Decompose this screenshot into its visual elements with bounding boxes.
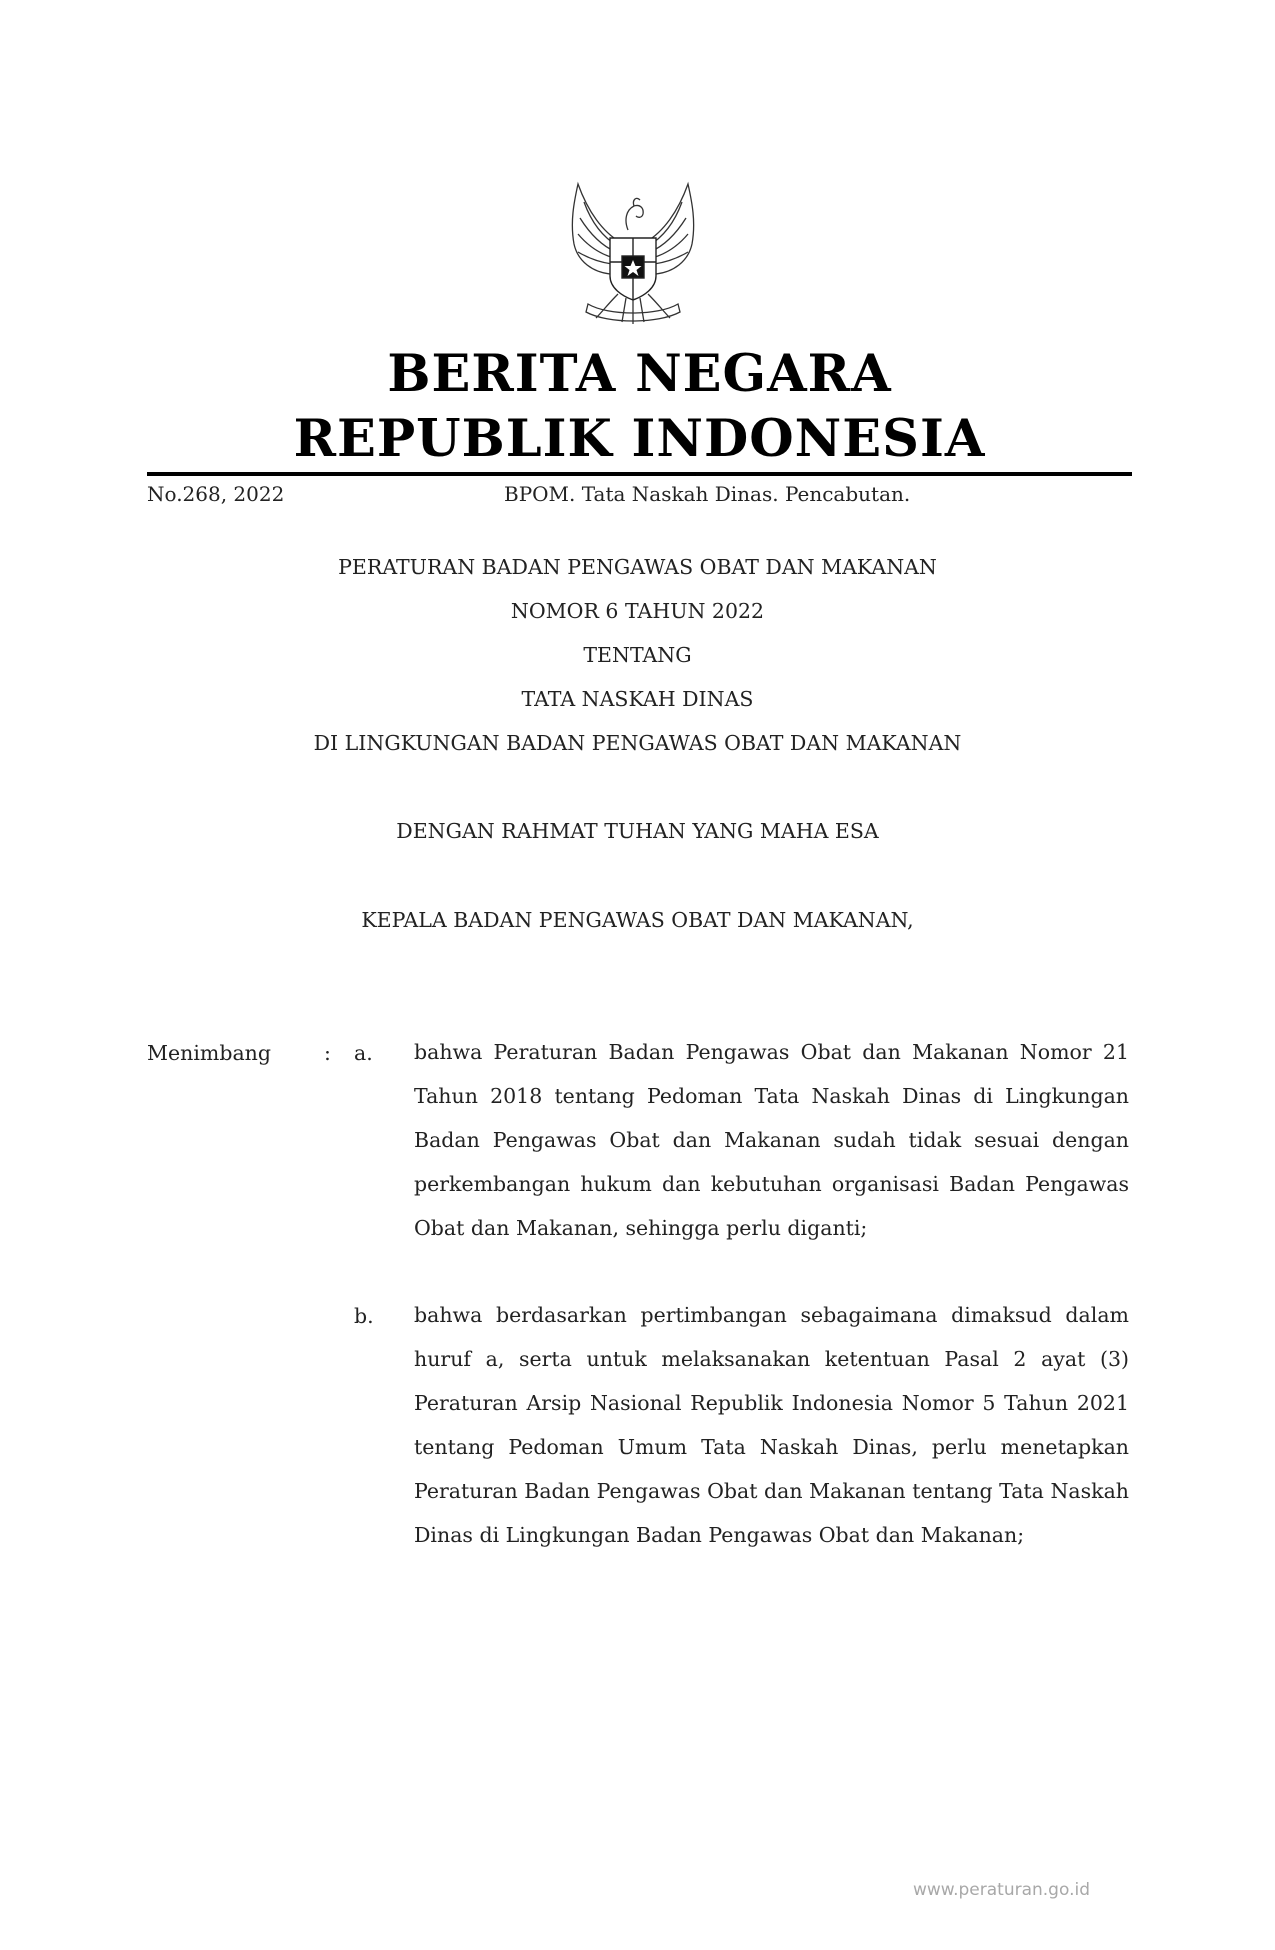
gazette-number: No.268, 2022	[147, 482, 285, 506]
gazette-subject: BPOM. Tata Naskah Dinas. Pencabutan.	[504, 482, 911, 506]
garuda-emblem-icon	[548, 172, 718, 332]
considering-colon: :	[324, 1041, 331, 1065]
regulation-subject-line2: DI LINGKUNGAN BADAN PENGAWAS OBAT DAN MAKANAN	[313, 731, 962, 755]
regulation-number: NOMOR 6 TAHUN 2022	[510, 599, 765, 623]
regulation-subject-line1: TATA NASKAH DINAS	[521, 687, 754, 711]
considering-item-b: bahwa berdasarkan pertimbangan sebagaimana dimaksud dalam huruf a, serta untuk melaksanakan ketentuan Pasal 2 ayat (3) Peraturan Arsip Nasional Republik Indonesia Nomor 5 Tahun 2021 tentang Pedoman Umum Tata Naskah Dinas, perlu menetapkan Peraturan Badan Pengawas Obat dan Makanan tentang Tata Naskah Dinas di Lingkungan Badan Pengawas Obat dan Makanan;	[414, 1303, 1129, 1547]
item-marker-a: a.	[354, 1041, 373, 1065]
gazette-title-line2: REPUBLIK INDONESIA	[293, 409, 986, 469]
gazette-title-line1: BERITA NEGARA	[387, 344, 892, 404]
header-divider	[147, 472, 1132, 476]
considering-label: Menimbang	[147, 1041, 271, 1065]
authority-line: KEPALA BADAN PENGAWAS OBAT DAN MAKANAN,	[361, 908, 914, 932]
regulation-title-line1: PERATURAN BADAN PENGAWAS OBAT DAN MAKANAN	[338, 555, 937, 579]
footer-url: www.peraturan.go.id	[912, 1880, 1090, 1900]
regulation-about: TENTANG	[583, 643, 692, 667]
blessing-line: DENGAN RAHMAT TUHAN YANG MAHA ESA	[396, 819, 879, 843]
considering-item-a: bahwa Peraturan Badan Pengawas Obat dan Makanan Nomor 21 Tahun 2018 tentang Pedoman Tata Naskah Dinas di Lingkungan Badan Pengawas Obat dan Makanan sudah tidak sesuai dengan perkembangan hukum dan kebutuhan organisasi Badan Pengawas Obat dan Makanan, sehingga perlu diganti;	[414, 1040, 1129, 1240]
item-marker-b: b.	[354, 1304, 374, 1328]
